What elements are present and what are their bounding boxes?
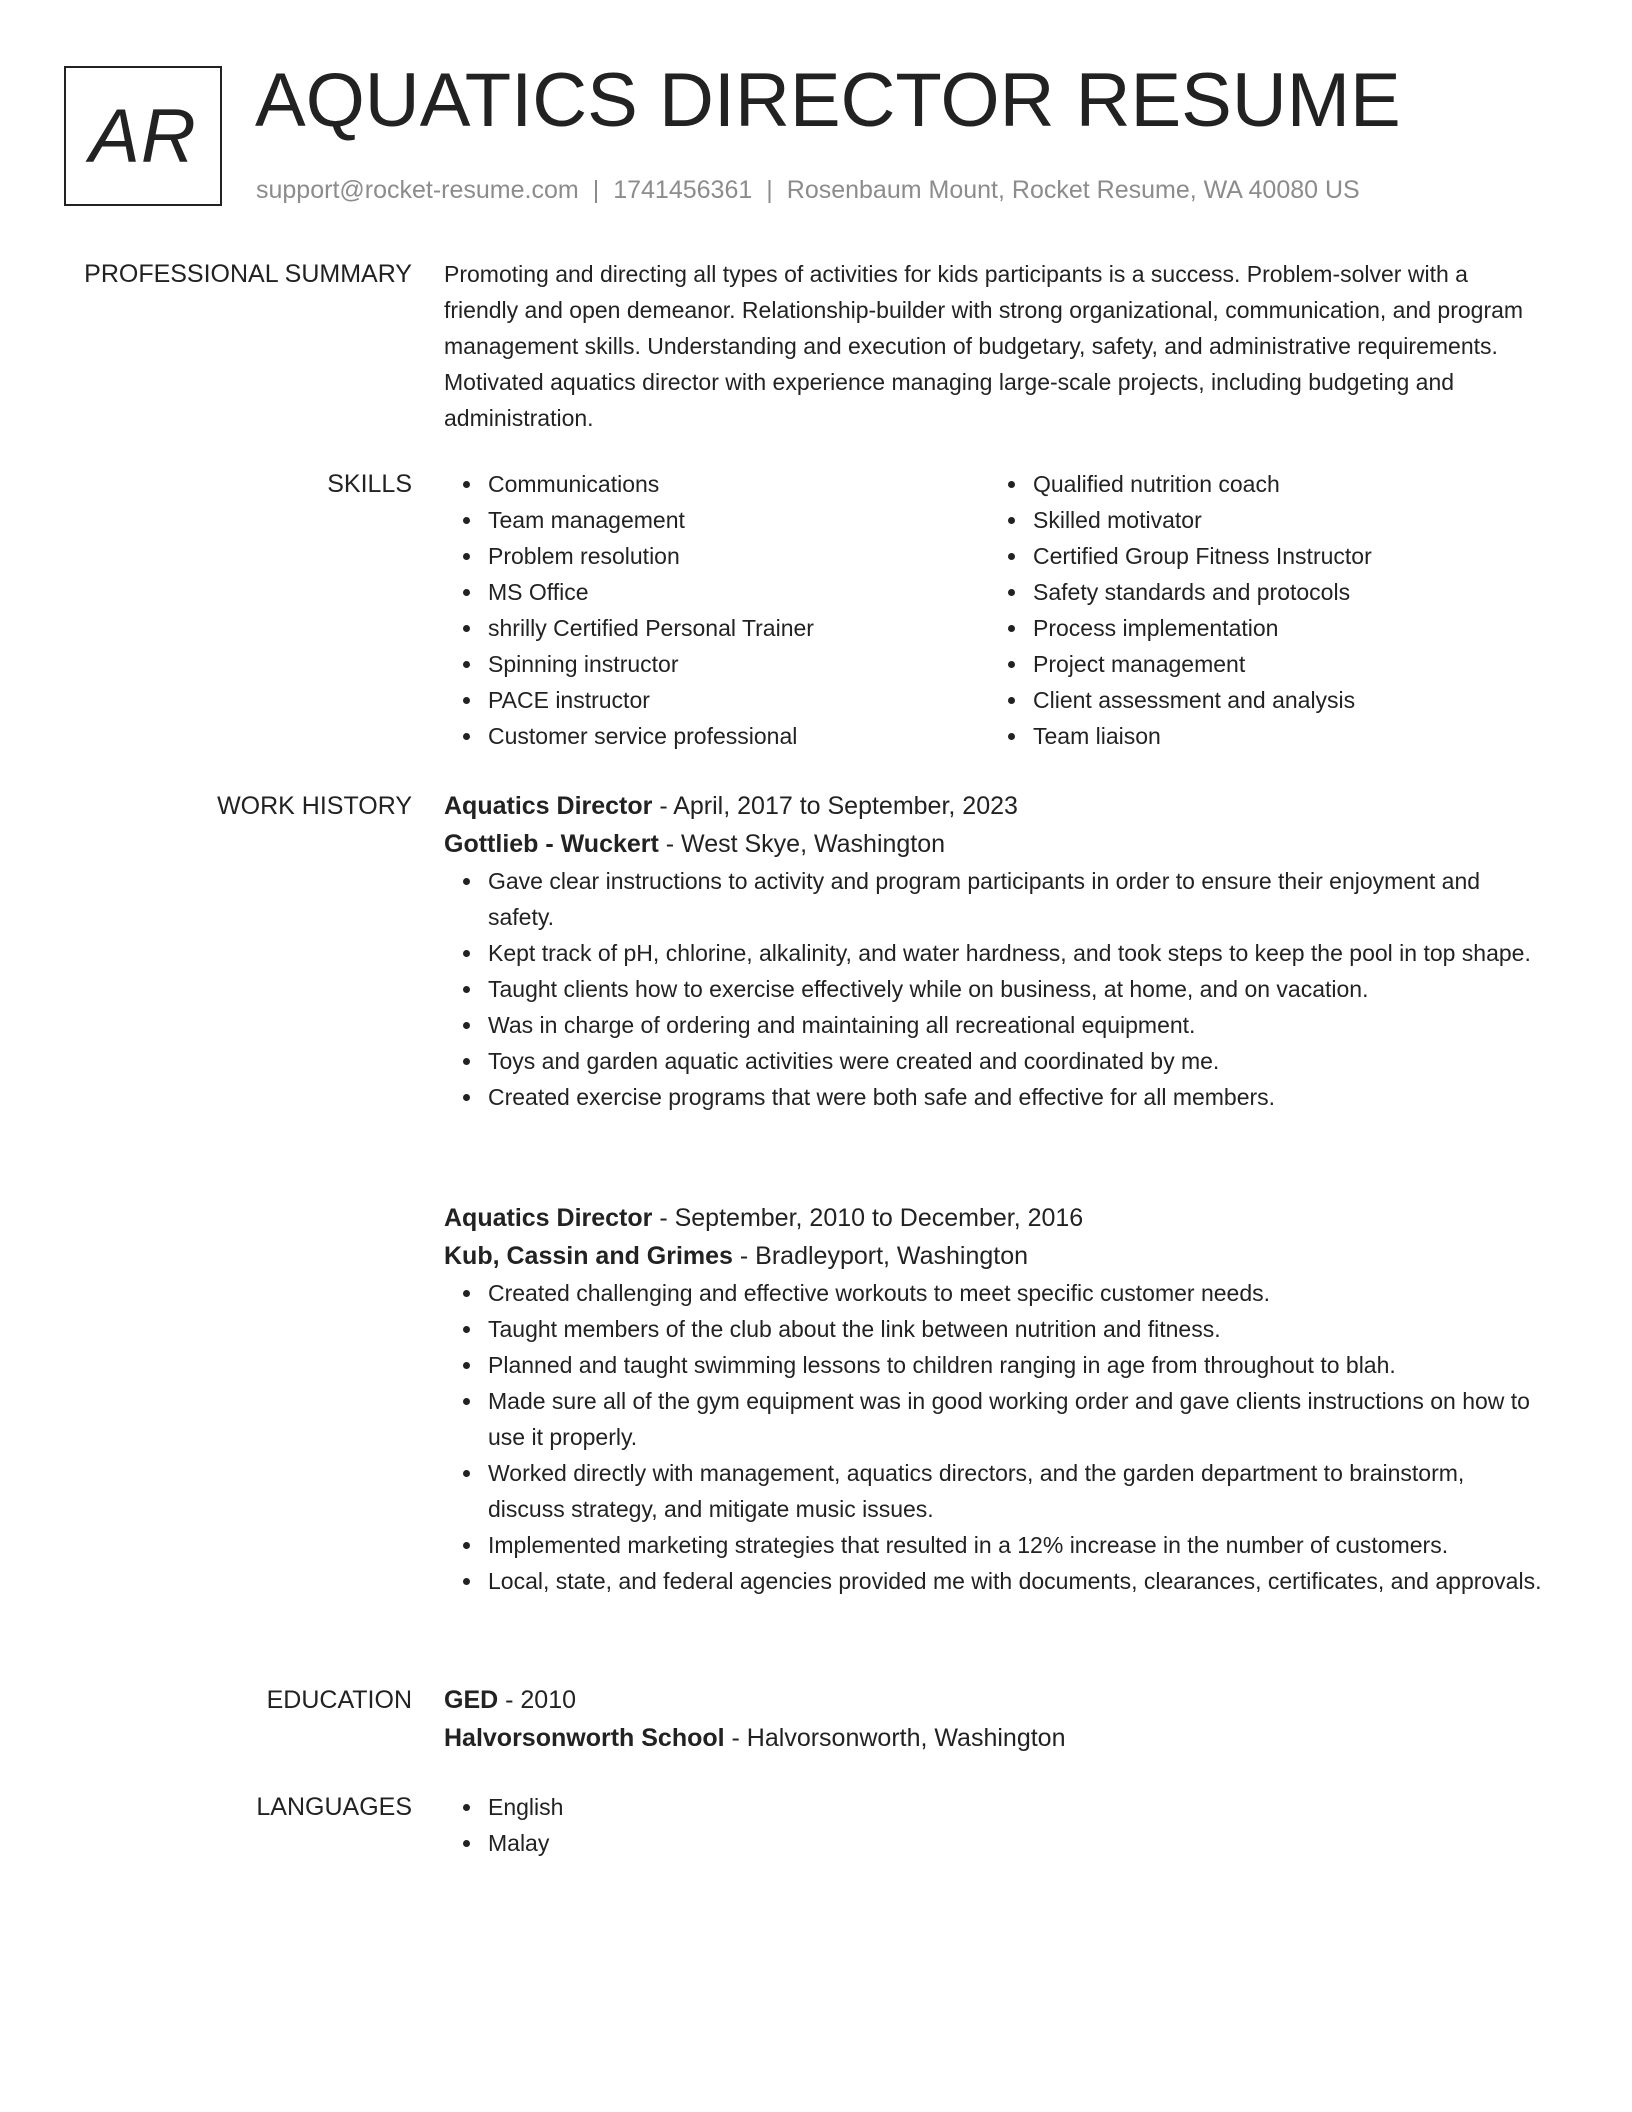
job-duty: Worked directly with management, aquatics directors, and the garden department to brainstorm, discuss strategy, and mitigate music issues.: [488, 1455, 1544, 1527]
job-title: Aquatics Director: [444, 792, 653, 820]
contact-address: Rosenbaum Mount, Rocket Resume, WA 40080 US: [786, 176, 1360, 204]
job-dates: - April, 2017 to September, 2023: [652, 792, 1018, 820]
language-item: Malay: [488, 1825, 1544, 1861]
education-year: - 2010: [498, 1686, 577, 1714]
job-title-line: [444, 1199, 1544, 1237]
job-dates: - September, 2010 to December, 2016: [652, 1204, 1084, 1232]
education-school: Halvorsonworth School: [444, 1724, 725, 1752]
summary-text: Promoting and directing all types of activities for kids participants is a success. Problem-solver with a friendly and open demeanor. Relationship-builder with strong organizational, communication, and program management skills. Understanding and execution of budgetary, safety, and administrative requirements. Motivated aquatics director with experience managing large-scale projects, including budgeting and administration.: [444, 261, 1524, 431]
skill-item: Safety standards and protocols: [1033, 574, 1534, 610]
skill-item: Process implementation: [1033, 610, 1534, 646]
skill-item: Team liaison: [1033, 718, 1534, 754]
skills-list-right: [989, 466, 1534, 754]
job-duty: Gave clear instructions to activity and program participants in order to ensure their enjoyment and safety.: [488, 863, 1544, 935]
skills-section: [444, 466, 1544, 754]
skill-item: Project management: [1033, 646, 1534, 682]
job-entry: [444, 787, 1544, 1115]
job-duties-list: [444, 863, 1544, 1115]
skill-item: Spinning instructor: [488, 646, 989, 682]
contact-separator: |: [592, 176, 600, 204]
job-duty: Was in charge of ordering and maintaining all recreational equipment.: [488, 1007, 1544, 1043]
skill-item: Team management: [488, 502, 989, 538]
summary-section: [444, 256, 1544, 436]
job-company-line: [444, 1237, 1544, 1275]
education-section: [444, 1681, 1544, 1757]
page-title: AQUATICS DIRECTOR RESUME: [255, 58, 1401, 143]
job-duty: Implemented marketing strategies that resulted in a 12% increase in the number of customers.: [488, 1527, 1544, 1563]
monogram-logo: AR: [64, 66, 222, 206]
education-location: - Halvorsonworth, Washington: [724, 1724, 1066, 1752]
education-degree: GED: [444, 1686, 499, 1714]
skill-item: Skilled motivator: [1033, 502, 1534, 538]
job-duty: Created challenging and effective workouts to meet specific customer needs.: [488, 1275, 1544, 1311]
contact-line: [256, 174, 1360, 206]
languages-list: [444, 1789, 1544, 1861]
job-duty: Local, state, and federal agencies provided me with documents, clearances, certificates, and approvals.: [488, 1563, 1544, 1599]
job-entry: [444, 1199, 1544, 1599]
skill-item: Communications: [488, 466, 989, 502]
skill-item: Qualified nutrition coach: [1033, 466, 1534, 502]
job-duty: Planned and taught swimming lessons to children ranging in age from throughout to blah.: [488, 1347, 1544, 1383]
language-item: English: [488, 1789, 1544, 1825]
job-company: Gottlieb - Wuckert: [444, 830, 659, 858]
work-heading: WORK HISTORY: [217, 792, 412, 820]
job-duty: Kept track of pH, chlorine, alkalinity, and water hardness, and took steps to keep the pool in top shape.: [488, 935, 1544, 971]
job-duty: Created exercise programs that were both safe and effective for all members.: [488, 1079, 1544, 1115]
skills-heading: SKILLS: [327, 470, 412, 498]
education-heading: EDUCATION: [266, 1686, 412, 1714]
education-degree-line: [444, 1681, 1544, 1719]
job-company: Kub, Cassin and Grimes: [444, 1242, 733, 1270]
job-duty: Taught clients how to exercise effectively while on business, at home, and on vacation.: [488, 971, 1544, 1007]
skill-item: shrilly Certified Personal Trainer: [488, 610, 989, 646]
contact-phone[interactable]: 1741456361: [613, 176, 753, 204]
languages-section: [444, 1789, 1544, 1861]
skills-list-left: [444, 466, 989, 754]
skill-item: Problem resolution: [488, 538, 989, 574]
job-title: Aquatics Director: [444, 1204, 653, 1232]
summary-heading: PROFESSIONAL SUMMARY: [84, 260, 412, 288]
skill-item: PACE instructor: [488, 682, 989, 718]
job-duty: Taught members of the club about the link between nutrition and fitness.: [488, 1311, 1544, 1347]
education-school-line: [444, 1719, 1544, 1757]
languages-heading: LANGUAGES: [256, 1793, 412, 1821]
job-location: - West Skye, Washington: [658, 830, 946, 858]
job-duties-list: [444, 1275, 1544, 1599]
job-duty: Made sure all of the gym equipment was in good working order and gave clients instructions on how to use it properly.: [488, 1383, 1544, 1455]
job-company-line: [444, 825, 1544, 863]
job-duty: Toys and garden aquatic activities were created and coordinated by me.: [488, 1043, 1544, 1079]
skill-item: MS Office: [488, 574, 989, 610]
job-location: - Bradleyport, Washington: [732, 1242, 1029, 1270]
contact-separator: |: [766, 176, 773, 204]
job-title-line: [444, 787, 1544, 825]
skill-item: Customer service professional: [488, 718, 989, 754]
contact-email[interactable]: support@rocket-resume.com: [256, 176, 579, 204]
skill-item: Client assessment and analysis: [1033, 682, 1534, 718]
skill-item: Certified Group Fitness Instructor: [1033, 538, 1534, 574]
